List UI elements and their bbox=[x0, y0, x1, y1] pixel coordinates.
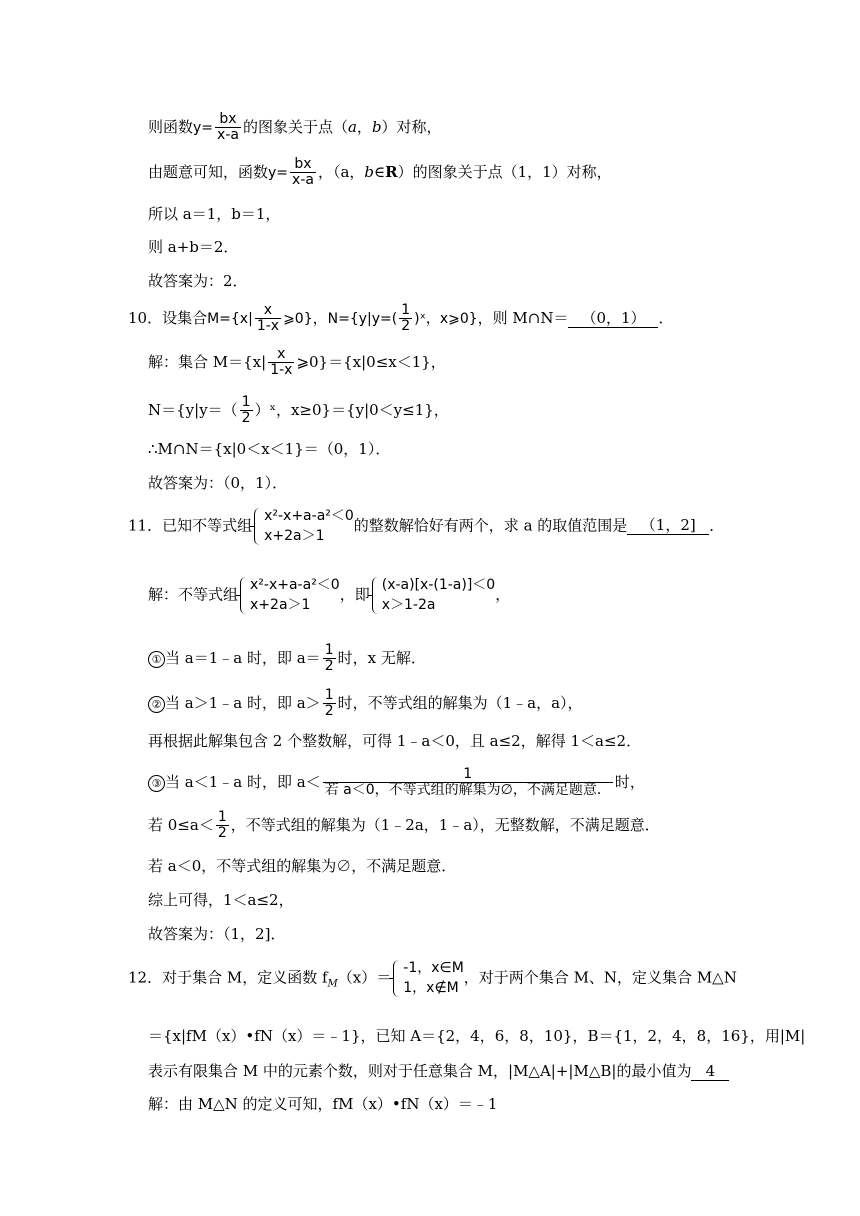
denominator: 2 bbox=[324, 703, 334, 720]
inequality-2: x+2a＞1 bbox=[250, 597, 311, 614]
text: 时， bbox=[614, 772, 645, 791]
set-n-def: N={y|y=( bbox=[327, 310, 398, 327]
question-12 bbox=[128, 958, 737, 999]
text: ，不等式组的解集为（1﹣2a，1﹣a），无整数解，不满足题意． bbox=[230, 815, 660, 834]
q10-answer: 故答案为：（0，1）． bbox=[148, 474, 288, 492]
denominator: 2 bbox=[217, 825, 227, 842]
text: N＝{y|y＝（ bbox=[148, 400, 238, 419]
answer-blank: 4 bbox=[691, 1062, 729, 1081]
denominator: 若 a＜0，不等式组的解集为∅，不满足题意． bbox=[324, 782, 611, 799]
q10-solution-3: ∴M∩N＝{x|0＜x＜1}＝（0，1）． bbox=[148, 440, 391, 458]
text: 时，不等式组的解集为（1﹣a，a）， bbox=[337, 693, 583, 712]
text: ）的图象关于点（1，1）对称， bbox=[397, 162, 612, 181]
denominator: 1-x bbox=[270, 362, 293, 379]
text: 当 a＞1﹣a 时，即 a＞ bbox=[165, 693, 321, 712]
numerator: 1 bbox=[324, 687, 334, 703]
text: ，则 M∩N＝ bbox=[477, 308, 569, 327]
numerator: 1 bbox=[217, 809, 227, 825]
inequality-system bbox=[238, 575, 340, 616]
text: ． bbox=[658, 308, 674, 327]
text: 当 a＜1﹣a 时，即 a＜ bbox=[165, 772, 321, 791]
inequality-1: x²-x+a-a²＜0 bbox=[250, 577, 340, 593]
fraction-bx-over-x-a bbox=[290, 157, 316, 189]
text: 由题意可知，函数 bbox=[148, 162, 269, 181]
text: ， bbox=[356, 117, 372, 136]
text: 的图象关于点（ bbox=[242, 117, 348, 136]
numerator: 1 bbox=[323, 767, 613, 783]
text: ）ˣ，x≥0}＝{y|0＜y≤1}， bbox=[254, 400, 449, 419]
text: 解：不等式组 bbox=[148, 585, 239, 604]
numerator: bx bbox=[215, 112, 241, 128]
inequality-1: x²-x+a-a²＜0 bbox=[264, 508, 354, 524]
denominator: 2 bbox=[401, 318, 411, 335]
solution-line-1 bbox=[148, 112, 442, 144]
text: ， bbox=[495, 585, 511, 604]
question-number: 12．对于集合 M，定义函数 f bbox=[128, 968, 328, 987]
circled-number: ③ bbox=[148, 775, 165, 792]
set-m-end: ⩾0} bbox=[283, 310, 313, 327]
text: 则函数 bbox=[148, 117, 194, 136]
inequality-2: x+2a＞1 bbox=[264, 528, 325, 545]
question-number: 11．已知不等式组 bbox=[128, 516, 253, 535]
numerator: 1 bbox=[401, 302, 411, 318]
fraction-half bbox=[323, 643, 336, 675]
fraction-bx-over-x-a bbox=[215, 112, 241, 144]
question-number: 10．设集合 bbox=[128, 308, 208, 327]
inequality-4: x＞1-2a bbox=[381, 597, 436, 614]
set-m-def: M={x| bbox=[207, 310, 253, 327]
question-10 bbox=[128, 303, 674, 335]
circled-number: ① bbox=[148, 651, 165, 668]
numerator: x bbox=[268, 347, 294, 363]
var-b: b bbox=[371, 117, 382, 136]
q12-line-2: ＝{x|fM（x）•fN（x）＝﹣1}，已知 A＝{2，4，6，8，10}，B＝{1，2，4，8，16}，用|M| bbox=[148, 1027, 806, 1045]
inequality-system bbox=[252, 506, 354, 547]
text: 表示有限集合 M 中的元素个数，则对于任意集合 M，|M△A|+|M△B|的最小值为 bbox=[148, 1062, 692, 1080]
text: ，（a， bbox=[317, 162, 365, 181]
set-n-end: )ˣ，x⩾0} bbox=[414, 310, 478, 327]
math-y: y= bbox=[268, 164, 289, 181]
text: 的整数解恰好有两个，求 a 的取值范围是 bbox=[353, 516, 628, 535]
fraction-half bbox=[323, 688, 336, 720]
solution-line-3: 所以 a＝1，b＝1， bbox=[148, 205, 281, 223]
answer-blank: （0，1） bbox=[568, 309, 658, 328]
answer-line-9: 故答案为：2． bbox=[148, 272, 248, 290]
q11-summary: 综上可得，1＜a≤2， bbox=[148, 891, 294, 909]
fraction-half bbox=[216, 810, 229, 842]
fraction bbox=[255, 303, 281, 335]
answer-blank: （1，2] bbox=[627, 516, 709, 535]
math-y: y= bbox=[193, 119, 214, 136]
piece-1: -1，x∈M bbox=[403, 960, 464, 976]
text: （x）＝ bbox=[337, 968, 392, 987]
numerator: 1 bbox=[324, 642, 334, 658]
denominator: 1-x bbox=[256, 318, 280, 335]
var-b: b bbox=[364, 162, 375, 181]
fraction bbox=[268, 347, 294, 379]
text: 解：集合 M＝{x| bbox=[148, 352, 267, 371]
inequality-3: (x-a)[x-(1-a)]＜0 bbox=[381, 577, 496, 593]
fraction-half bbox=[323, 767, 613, 799]
q11-solution-1 bbox=[148, 575, 510, 616]
text: ⩾0}＝{x|0≤x＜1}， bbox=[296, 352, 446, 371]
question-11 bbox=[128, 506, 724, 547]
text: ，即 bbox=[339, 585, 370, 604]
set-R: R bbox=[385, 162, 398, 181]
piece-2: 1，x∉M bbox=[403, 980, 459, 997]
text: ）对称， bbox=[381, 117, 442, 136]
text: ． bbox=[709, 516, 725, 535]
numerator: x bbox=[255, 303, 281, 319]
q11-case-3 bbox=[148, 767, 645, 799]
denominator: x-a bbox=[217, 127, 239, 144]
numerator: 1 bbox=[241, 394, 251, 410]
text: ，对于两个集合 M、N，定义集合 M△N bbox=[463, 968, 737, 987]
solution-line-2 bbox=[148, 157, 612, 189]
var-a: a bbox=[347, 117, 357, 136]
q11-case-3-sub-1 bbox=[148, 810, 660, 842]
solution-line-4: 则 a+b＝2． bbox=[148, 238, 239, 256]
q12-solution: 解：由 M△N 的定义可知，fM（x）•fN（x）＝﹣1 bbox=[148, 1095, 498, 1113]
q11-case-3-sub-2: 若 a＜0，不等式组的解集为∅，不满足题意． bbox=[148, 857, 457, 875]
denominator: 2 bbox=[324, 658, 334, 675]
text: 若 0≤a＜ bbox=[148, 815, 214, 834]
piecewise-function bbox=[391, 958, 464, 999]
q11-case-1 bbox=[148, 643, 426, 675]
q10-solution-1 bbox=[148, 347, 446, 379]
denominator: x-a bbox=[292, 172, 314, 189]
text: ， bbox=[312, 308, 328, 327]
fraction-half bbox=[399, 303, 412, 335]
fraction-half bbox=[240, 395, 253, 427]
inequality-system-2 bbox=[370, 575, 495, 616]
text: 当 a＝1﹣a 时，即 a＝ bbox=[165, 648, 321, 667]
q10-solution-2 bbox=[148, 395, 449, 427]
q11-case-2-cont: 再根据此解集包含 2 个整数解，可得 1﹣a＜0，且 a≤2，解得 1＜a≤2． bbox=[148, 732, 642, 750]
numerator: bx bbox=[290, 157, 316, 173]
text: 时，x 无解． bbox=[337, 648, 426, 667]
denominator: 2 bbox=[241, 410, 251, 427]
text: ∈ bbox=[374, 162, 386, 181]
circled-number: ② bbox=[148, 696, 165, 713]
subscript-m: M bbox=[327, 978, 338, 990]
q11-case-2 bbox=[148, 688, 583, 720]
q11-answer: 故答案为：（1，2]． bbox=[148, 925, 286, 943]
q12-line-3 bbox=[148, 1062, 729, 1081]
